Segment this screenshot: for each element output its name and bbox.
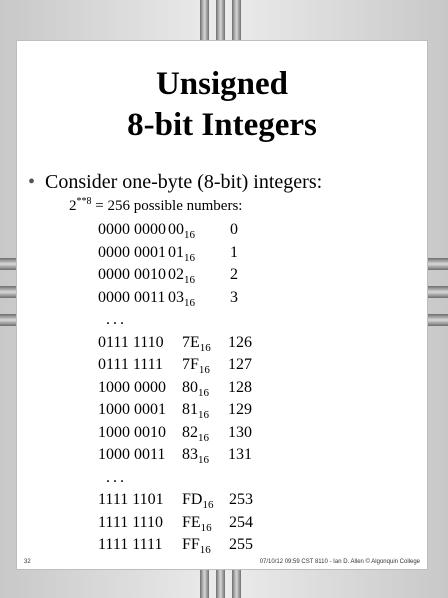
- table-row: [16, 534, 428, 557]
- table-row: [16, 287, 428, 310]
- hex-value: $02_{16}$: [168, 266, 195, 286]
- number-table: [16, 219, 428, 557]
- decimal-value: 1: [230, 243, 238, 261]
- binary-value: 0000 0001: [98, 243, 166, 261]
- table-row: [16, 219, 428, 242]
- ellipsis: ...: [106, 311, 127, 328]
- hex-value: $FE_{16}$: [182, 513, 212, 534]
- ellipsis-row: [16, 309, 428, 332]
- hex-value: $80_{16}$: [182, 378, 209, 399]
- decimal-value: 130: [228, 423, 252, 441]
- decorative-stripe: [232, 0, 241, 40]
- binary-value: 1000 0001: [98, 401, 166, 418]
- binary-value: 1111 1110: [98, 513, 164, 531]
- hex-value: $03_{16}$: [168, 288, 195, 309]
- table-row: [16, 332, 428, 355]
- ellipsis-row: [16, 467, 428, 490]
- decimal-value: 126: [228, 333, 252, 351]
- binary-value: 1111 1101: [98, 491, 164, 508]
- table-row: [16, 264, 428, 287]
- decorative-stripe: [232, 568, 241, 598]
- table-row: [16, 399, 428, 422]
- decimal-value: 3: [230, 288, 238, 306]
- binary-value: 0111 1111: [98, 356, 164, 373]
- binary-value: 1000 0011: [98, 446, 166, 463]
- bullet-text: Consider one-byte (8-bit) integers:: [45, 171, 323, 193]
- page-number: 32: [24, 559, 31, 565]
- sub-bullet-text: = 256 possible numbers:: [91, 198, 243, 214]
- decimal-value: 129: [228, 401, 252, 418]
- table-row: [16, 444, 428, 467]
- hex-value: $7F_{16}$: [182, 356, 210, 376]
- binary-value: 1111 1111: [98, 536, 163, 553]
- bullet-item: [28, 170, 322, 194]
- hex-value: $81_{16}$: [182, 401, 209, 421]
- sub-bullet-base: 2: [69, 198, 77, 214]
- footer-credit: 07/10/12 09:59 CST 8110 - Ian D. Allen © Algonquin College: [259, 559, 420, 565]
- binary-value: 0000 0011: [98, 288, 166, 306]
- table-row: [16, 512, 428, 535]
- decimal-value: 2: [230, 266, 238, 283]
- binary-value: 0000 0000: [98, 221, 166, 238]
- decimal-value: 255: [229, 536, 253, 553]
- table-row: [16, 422, 428, 445]
- slide-title-line2: 8-bit Integers: [127, 107, 317, 143]
- hex-value: $FF_{16}$: [182, 536, 211, 556]
- table-row: [16, 377, 428, 400]
- sub-bullet: [69, 197, 242, 215]
- slide-title-line1: Unsigned: [155, 66, 289, 102]
- slide-panel: [16, 40, 428, 570]
- decimal-value: 128: [228, 378, 252, 396]
- decimal-value: 127: [228, 356, 252, 373]
- hex-value: $00_{16}$: [168, 221, 195, 241]
- hex-value: $82_{16}$: [182, 423, 209, 444]
- decimal-value: 0: [230, 221, 238, 238]
- binary-value: 1000 0010: [98, 423, 166, 441]
- slide-title: [16, 64, 428, 146]
- decorative-stripe: [200, 568, 209, 598]
- decorative-stripe: [216, 568, 225, 598]
- bullet-dot-icon: •: [28, 171, 36, 193]
- sub-bullet-exponent: **8: [76, 196, 92, 207]
- decimal-value: 254: [229, 513, 253, 531]
- table-row: [16, 242, 428, 265]
- hex-value: $01_{16}$: [168, 243, 195, 264]
- table-row: [16, 354, 428, 377]
- decorative-stripe: [200, 0, 209, 40]
- decimal-value: 253: [229, 491, 253, 508]
- decimal-value: 131: [228, 446, 252, 463]
- ellipsis: ...: [106, 468, 127, 486]
- binary-value: 0111 1110: [98, 333, 164, 351]
- binary-value: 0000 0010: [98, 266, 166, 283]
- decorative-stripe: [216, 0, 225, 40]
- binary-value: 1000 0000: [98, 378, 166, 396]
- hex-value: $7E_{16}$: [182, 333, 211, 354]
- table-row: [16, 489, 428, 512]
- hex-value: $FD_{16}$: [182, 491, 214, 511]
- hex-value: $83_{16}$: [182, 446, 209, 466]
